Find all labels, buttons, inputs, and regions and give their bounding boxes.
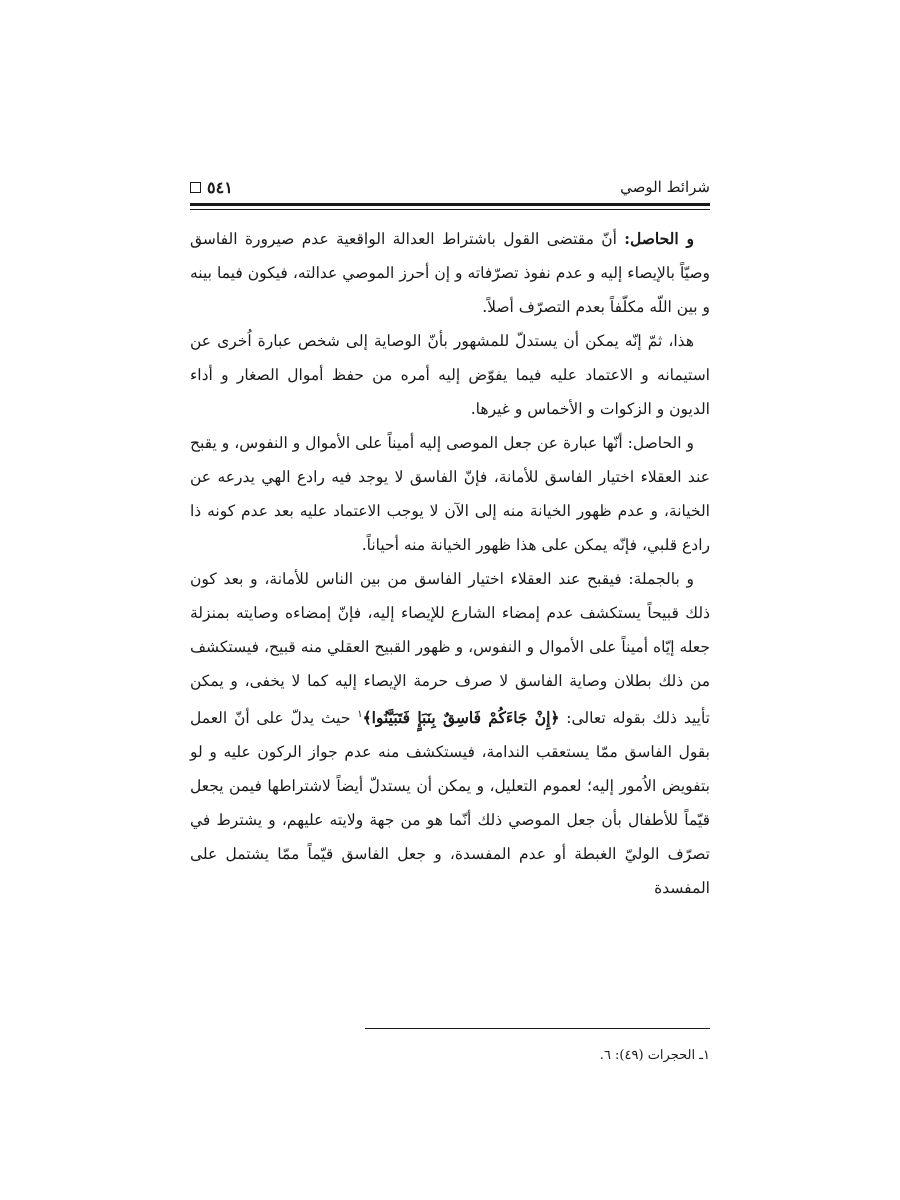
paragraph [190,324,710,426]
footnote-rule [365,1028,710,1029]
paragraph [190,562,710,905]
quran-quote: ﴿إِنْ جَاءَكُمْ فَاسِقٌ بِنَبَإٍ فَتَبَيَّنُوا﴾ [362,708,560,728]
page-number: ٥٤١ [207,177,233,197]
square-icon [190,182,201,193]
paragraph-text: و بالجملة: فيقبح عند العقلاء اختيار الفاسق من بين الناس للأمانة، و بعد كون ذلك قبيحاً يستكشف عدم إمضاء الشارع للإيصاء إليه، فإنّ إمضاءه وصايته بمنزلة جعله إيّاه أميناً على الأموال و النفوس، و ظهور القبيح العقلي منه قبيح، فيستكشف من ذلك بطلان وصاية الفاسق لا صرف حرمة الإيصاء إليه كما لا يخفى، و يمكن تأييد ذلك بقوله تعالى: [190,570,710,728]
page-number-group [190,178,233,197]
header-rule-thin [190,209,710,210]
paragraph-lead: و الحاصل: [624,229,694,248]
paragraph [190,222,710,324]
paragraph-text: هذا، ثمّ إنّه يمكن أن يستدلّ للمشهور بأنّ الوصاية إلى شخص عبارة اُخرى عن استيمانه و الاعتماد عليه فيما يفوّض إليه أمره من حفظ أموال الصغار و أداء الديون و الزكوات و الأخماس و غيرها. [190,332,710,418]
header-rule-thick [190,203,710,206]
paragraph [190,426,710,562]
paragraph-text: حيث يدلّ على أنّ العمل بقول الفاسق ممّا يستعقب الندامة، فيستكشف منه عدم جواز الركون عليه و لو بتفويض الاُمور إليه؛ لعموم التعليل، و يمكن أن يستدلّ أيضاً لاشتراطها فيمن يجعل قيّماً للأطفال بأن جعل الموصي ذلك أنّما هو من جهة ولايته عليهم، و يشترط في تصرّف الوليّ الغبطة أو عدم المفسدة، و جعل الفاسق قيّماً ممّا يشتمل على المفسدة [190,709,710,898]
footnote-reference[interactable]: ١ [357,709,363,720]
body-text [190,222,710,905]
page-header [190,176,710,198]
paragraph-text: أنّ مقتضى القول باشتراط العدالة الواقعية عدم صيرورة الفاسق وصيّاً بالإيصاء إليه و عدم نفوذ تصرّفاته و إن أحرز الموصي عدالته، فيكون فيما بينه و بين اللّه مكلّفاً بعدم التصرّف أصلاً. [190,230,710,316]
paragraph-text: و الحاصل: أنّها عبارة عن جعل الموصى إليه أميناً على الأموال و النفوس، و يقبح عند العقلاء اختيار الفاسق للأمانة، فإنّ الفاسق لا يوجد فيه رادع الهي يدرعه عن الخيانة، و عدم ظهور الخيانة منه إلى الآن لا يوجب الاعتماد عليه بعد عدم كونه ذا رادع قلبي، فإنّه يمكن على هذا ظهور الخيانة منه أحياناً. [190,434,710,554]
footnote: ١ـ الحجرات (٤٩): ٦. [599,1048,710,1063]
running-title: شرائط الوصي [620,178,710,196]
